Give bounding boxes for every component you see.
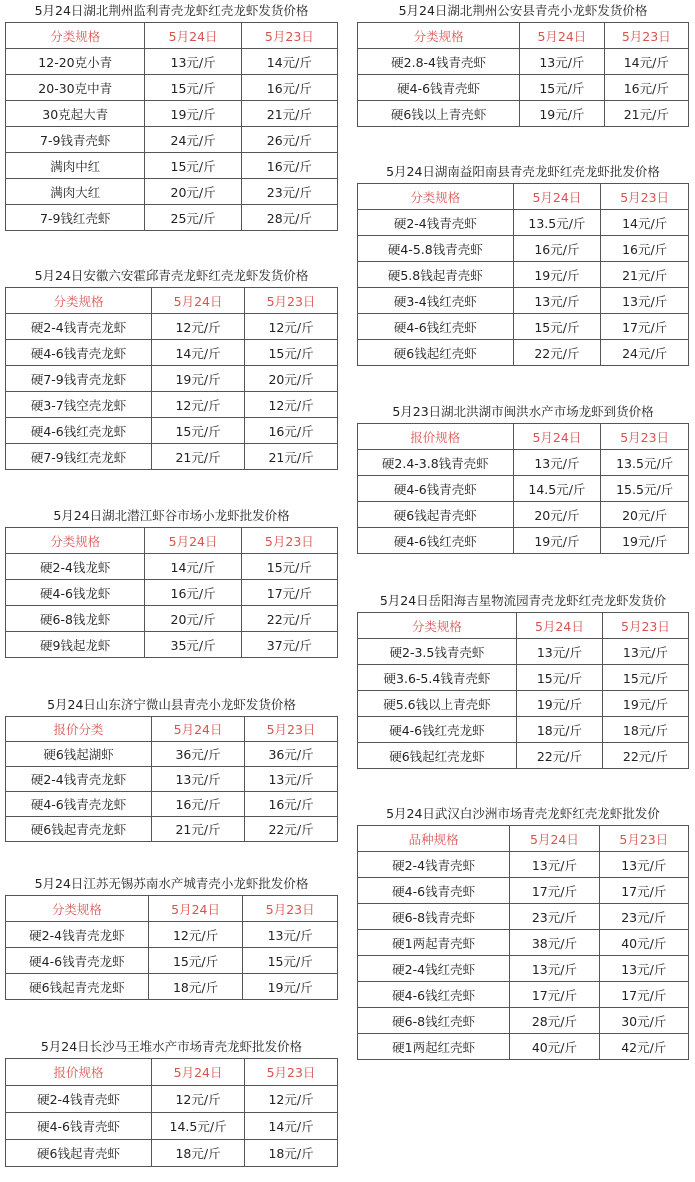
header-cell: 分类规格 [358,184,514,210]
header-cell: 5月24日 [145,23,241,49]
table-row [6,205,338,231]
price-cell: 14元/斤 [601,210,689,236]
header-cell: 5月23日 [245,288,338,314]
header-cell: 5月23日 [601,184,689,210]
table-row [358,982,689,1008]
table-header-row [358,23,689,49]
table-row [6,179,338,205]
price-cell: 12元/斤 [245,314,338,340]
spec-cell: 硬9钱起龙虾 [6,632,145,658]
spec-cell: 硬4-6钱青壳虾 [358,75,520,101]
spec-cell: 30克起大青 [6,101,145,127]
price-block-4 [5,694,338,842]
spec-cell: 硬6钱起红壳虾 [358,340,514,366]
price-cell: 22元/斤 [516,743,602,769]
table-row [6,742,338,767]
price-cell: 38元/斤 [510,930,599,956]
header-cell: 5月23日 [245,717,338,742]
price-block-7 [357,0,689,127]
table-row [358,49,689,75]
spec-cell: 硬2-4钱青壳龙虾 [6,314,152,340]
price-cell: 36元/斤 [152,742,245,767]
table-row [6,1140,338,1167]
block-title: 5月23日湖北洪湖市闽洪水产市场龙虾到货价格 [392,404,654,419]
table-row [6,948,338,974]
price-table [5,527,338,658]
spec-cell: 硬4-6钱青壳龙虾 [6,948,149,974]
spec-cell: 硬4-6钱红壳虾 [358,314,514,340]
table-row [6,922,338,948]
price-cell: 13元/斤 [510,956,599,982]
spec-cell: 硬4-6钱红壳龙虾 [6,418,152,444]
price-cell: 12元/斤 [152,1086,245,1113]
block-title: 5月24日江苏无锡苏南水产城青壳小龙虾批发价格 [34,876,309,891]
table-row [6,1086,338,1113]
price-cell: 25元/斤 [145,205,241,231]
price-table [357,183,689,366]
table-row [6,606,338,632]
price-cell: 16元/斤 [513,236,601,262]
table-header-row [6,528,338,554]
spec-cell: 硬6钱以上青壳虾 [358,101,520,127]
table-header-row [6,23,338,49]
header-cell: 5月24日 [152,288,245,314]
price-cell: 16元/斤 [604,75,688,101]
price-cell: 13元/斤 [599,852,688,878]
table-header-row [6,1059,338,1086]
header-cell: 5月24日 [145,528,241,554]
spec-cell: 硬3.6-5.4钱青壳虾 [358,665,517,691]
price-cell: 23元/斤 [241,179,337,205]
table-row [6,817,338,842]
price-cell: 18元/斤 [148,974,243,1000]
spec-cell: 7-9钱青壳虾 [6,127,145,153]
price-cell: 12元/斤 [152,392,245,418]
price-cell: 36元/斤 [245,742,338,767]
price-cell: 15元/斤 [148,948,243,974]
spec-cell: 硬2-4钱龙虾 [6,554,145,580]
price-cell: 24元/斤 [601,340,689,366]
table-row [6,314,338,340]
block-title: 5月24日安徽六安霍邱青壳龙虾红壳龙虾发货价格 [34,268,309,283]
spec-cell: 硬2-4钱青壳龙虾 [6,767,152,792]
header-cell: 5月23日 [241,528,337,554]
price-cell: 21元/斤 [604,101,688,127]
price-cell: 17元/斤 [510,982,599,1008]
spec-cell: 硬4-6钱龙虾 [6,580,145,606]
price-cell: 13.5元/斤 [513,210,601,236]
header-cell: 5月24日 [152,1059,245,1086]
price-cell: 20元/斤 [513,502,601,528]
price-cell: 21元/斤 [152,817,245,842]
price-cell: 13元/斤 [145,49,241,75]
price-cell: 15元/斤 [602,665,688,691]
spec-cell: 硬4-6钱青壳龙虾 [6,340,152,366]
table-row [6,49,338,75]
table-row [358,314,689,340]
price-cell: 37元/斤 [241,632,337,658]
price-cell: 15元/斤 [241,554,337,580]
price-cell: 15元/斤 [145,153,241,179]
price-cell: 17元/斤 [510,878,599,904]
table-row [6,974,338,1000]
price-cell: 21元/斤 [601,262,689,288]
table-row [358,528,689,554]
price-cell: 20元/斤 [245,366,338,392]
spec-cell: 硬6钱起红壳龙虾 [358,743,517,769]
header-cell: 5月23日 [599,826,688,852]
price-cell: 14元/斤 [245,1113,338,1140]
price-cell: 15元/斤 [516,665,602,691]
spec-cell: 12-20克小青 [6,49,145,75]
spec-cell: 硬2-3.5钱青壳虾 [358,639,517,665]
price-cell: 17元/斤 [241,580,337,606]
header-cell: 5月24日 [513,184,601,210]
price-table [5,1058,338,1167]
spec-cell: 硬6钱起青壳虾 [6,1140,152,1167]
header-cell: 分类规格 [6,23,145,49]
price-block-9 [357,401,689,554]
table-row [358,476,689,502]
price-cell: 13元/斤 [513,288,601,314]
spec-cell: 硬6钱起青壳虾 [358,502,514,528]
spec-cell: 硬5.8钱起青壳虾 [358,262,514,288]
price-cell: 40元/斤 [599,930,688,956]
spec-cell: 硬2-4钱青壳龙虾 [6,922,149,948]
price-cell: 19元/斤 [516,691,602,717]
table-header-row [6,896,338,922]
price-cell: 15元/斤 [245,340,338,366]
table-row [6,632,338,658]
table-row [6,767,338,792]
spec-cell: 硬4-6钱青壳虾 [358,878,510,904]
spec-cell: 硬6钱起青壳龙虾 [6,817,152,842]
price-cell: 18元/斤 [516,717,602,743]
table-row [358,210,689,236]
header-cell: 5月24日 [520,23,604,49]
price-cell: 14元/斤 [145,554,241,580]
spec-cell: 硬2-4钱青壳虾 [358,852,510,878]
header-cell: 5月23日 [604,23,688,49]
price-table [357,612,689,769]
header-cell: 5月24日 [148,896,243,922]
spec-cell: 硬4-6钱青壳龙虾 [6,792,152,817]
spec-cell: 硬6-8钱龙虾 [6,606,145,632]
price-cell: 14元/斤 [152,340,245,366]
price-cell: 12元/斤 [245,392,338,418]
price-cell: 16元/斤 [145,580,241,606]
header-cell: 品种规格 [358,826,510,852]
price-cell: 13元/斤 [602,639,688,665]
price-table [357,825,689,1060]
table-row [358,956,689,982]
price-cell: 23元/斤 [599,904,688,930]
price-cell: 13元/斤 [599,956,688,982]
spec-cell: 硬1两起青壳虾 [358,930,510,956]
price-table [357,22,689,127]
header-cell: 分类规格 [358,23,520,49]
price-cell: 22元/斤 [241,606,337,632]
header-cell: 5月24日 [516,613,602,639]
table-row [358,691,689,717]
price-cell: 13元/斤 [513,450,601,476]
spec-cell: 硬3-4钱红壳虾 [358,288,514,314]
header-cell: 分类规格 [358,613,517,639]
table-header-row [358,826,689,852]
price-cell: 12元/斤 [152,314,245,340]
header-cell: 5月24日 [510,826,599,852]
table-row [358,101,689,127]
price-cell: 35元/斤 [145,632,241,658]
price-block-6 [5,1036,338,1167]
price-cell: 13元/斤 [243,922,338,948]
spec-cell: 硬6-8钱青壳虾 [358,904,510,930]
spec-cell: 硬6-8钱红壳虾 [358,1008,510,1034]
header-cell: 5月24日 [152,717,245,742]
table-row [6,554,338,580]
price-cell: 16元/斤 [245,792,338,817]
table-row [358,852,689,878]
price-cell: 42元/斤 [599,1034,688,1060]
header-cell: 5月24日 [513,424,601,450]
block-title: 5月24日山东济宁微山县青壳小龙虾发货价格 [47,697,296,712]
price-cell: 22元/斤 [245,817,338,842]
table-row [6,580,338,606]
price-cell: 14.5元/斤 [152,1113,245,1140]
spec-cell: 满肉大红 [6,179,145,205]
spec-cell: 硬4-6钱红壳虾 [358,982,510,1008]
price-cell: 13元/斤 [520,49,604,75]
table-row [358,743,689,769]
price-cell: 19元/斤 [145,101,241,127]
header-cell: 5月23日 [241,23,337,49]
price-cell: 16元/斤 [241,153,337,179]
price-cell: 15元/斤 [152,418,245,444]
table-header-row [6,288,338,314]
price-cell: 15元/斤 [243,948,338,974]
price-cell: 17元/斤 [599,878,688,904]
price-cell: 18元/斤 [152,1140,245,1167]
spec-cell: 满肉中红 [6,153,145,179]
table-row [358,75,689,101]
spec-cell: 硬4-6钱青壳虾 [6,1113,152,1140]
table-row [6,127,338,153]
price-table [5,895,338,1000]
spec-cell: 硬1两起红壳虾 [358,1034,510,1060]
price-cell: 21元/斤 [241,101,337,127]
header-cell: 分类规格 [6,288,152,314]
price-cell: 21元/斤 [245,444,338,470]
price-cell: 19元/斤 [243,974,338,1000]
block-title: 5月24日湖南益阳南县青壳龙虾红壳龙虾批发价格 [386,164,660,179]
spec-cell: 硬2-4钱红壳虾 [358,956,510,982]
price-cell: 24元/斤 [145,127,241,153]
price-cell: 19元/斤 [513,528,601,554]
header-cell: 报价规格 [358,424,514,450]
price-cell: 16元/斤 [241,75,337,101]
table-row [6,75,338,101]
spec-cell: 硬6钱起湖虾 [6,742,152,767]
table-row [358,930,689,956]
header-cell: 报价规格 [6,1059,152,1086]
price-cell: 16元/斤 [152,792,245,817]
price-block-1 [5,0,338,231]
price-cell: 28元/斤 [510,1008,599,1034]
price-table [5,716,338,842]
spec-cell: 硬4-6钱红壳龙虾 [358,717,517,743]
price-cell: 15元/斤 [520,75,604,101]
price-cell: 16元/斤 [245,418,338,444]
table-row [358,1034,689,1060]
table-row [6,392,338,418]
price-block-10 [357,590,689,769]
price-cell: 19元/斤 [520,101,604,127]
spec-cell: 硬4-5.8钱青壳虾 [358,236,514,262]
price-cell: 13元/斤 [152,767,245,792]
price-cell: 14元/斤 [604,49,688,75]
price-cell: 12元/斤 [245,1086,338,1113]
spec-cell: 硬2-4钱青壳虾 [6,1086,152,1113]
table-row [358,288,689,314]
price-cell: 19元/斤 [152,366,245,392]
price-cell: 15.5元/斤 [601,476,689,502]
price-block-2 [5,265,338,470]
spec-cell: 20-30克中青 [6,75,145,101]
price-cell: 19元/斤 [513,262,601,288]
price-table [5,22,338,231]
price-cell: 20元/斤 [145,179,241,205]
table-row [6,792,338,817]
price-cell: 13元/斤 [601,288,689,314]
spec-cell: 硬7-9钱红壳龙虾 [6,444,152,470]
spec-cell: 硬2.4-3.8钱青壳虾 [358,450,514,476]
price-block-8 [357,161,689,366]
table-row [6,444,338,470]
spec-cell: 7-9钱红壳虾 [6,205,145,231]
table-row [358,904,689,930]
table-row [6,340,338,366]
table-row [358,340,689,366]
spec-cell: 硬3-7钱空壳龙虾 [6,392,152,418]
table-row [358,639,689,665]
header-cell: 报价分类 [6,717,152,742]
price-block-11 [357,803,689,1060]
block-title: 5月24日岳阳海吉星物流园青壳龙虾红壳龙虾发货价 [379,593,667,608]
price-cell: 12元/斤 [148,922,243,948]
table-row [6,153,338,179]
table-row [358,717,689,743]
table-row [358,1008,689,1034]
price-cell: 17元/斤 [601,314,689,340]
price-cell: 40元/斤 [510,1034,599,1060]
price-cell: 26元/斤 [241,127,337,153]
spec-cell: 硬4-6钱青壳虾 [358,476,514,502]
block-title: 5月24日湖北潜江虾谷市场小龙虾批发价格 [53,508,290,523]
price-cell: 19元/斤 [601,528,689,554]
price-cell: 17元/斤 [599,982,688,1008]
block-title: 5月24日武汉白沙洲市场青壳龙虾红壳龙虾批发价 [386,806,660,821]
header-cell: 5月23日 [245,1059,338,1086]
header-cell: 5月23日 [243,896,338,922]
price-cell: 18元/斤 [245,1140,338,1167]
price-cell: 13元/斤 [510,852,599,878]
price-cell: 16元/斤 [601,236,689,262]
price-cell: 15元/斤 [145,75,241,101]
spec-cell: 硬2-4钱青壳虾 [358,210,514,236]
price-cell: 20元/斤 [601,502,689,528]
price-cell: 19元/斤 [602,691,688,717]
block-title: 5月24日长沙马王堆水产市场青壳龙虾批发价格 [40,1039,303,1054]
table-row [6,101,338,127]
table-header-row [358,184,689,210]
price-table [5,287,338,470]
price-block-3 [5,505,338,658]
table-row [358,236,689,262]
price-cell: 13.5元/斤 [601,450,689,476]
table-header-row [358,424,689,450]
price-cell: 22元/斤 [602,743,688,769]
price-cell: 18元/斤 [602,717,688,743]
table-row [6,418,338,444]
price-cell: 13元/斤 [516,639,602,665]
table-row [6,366,338,392]
header-cell: 5月23日 [602,613,688,639]
header-cell: 分类规格 [6,896,149,922]
block-title: 5月24日湖北荆州公安县青壳小龙虾发货价格 [398,3,648,18]
spec-cell: 硬4-6钱红壳虾 [358,528,514,554]
price-cell: 14元/斤 [241,49,337,75]
price-cell: 13元/斤 [245,767,338,792]
price-table [357,423,689,554]
price-cell: 15元/斤 [513,314,601,340]
spec-cell: 硬6钱起青壳龙虾 [6,974,149,1000]
spec-cell: 硬7-9钱青壳龙虾 [6,366,152,392]
table-row [358,262,689,288]
price-cell: 21元/斤 [152,444,245,470]
price-cell: 30元/斤 [599,1008,688,1034]
table-row [6,1113,338,1140]
price-cell: 20元/斤 [145,606,241,632]
price-cell: 23元/斤 [510,904,599,930]
price-cell: 28元/斤 [241,205,337,231]
spec-cell: 硬5.6钱以上青壳虾 [358,691,517,717]
table-row [358,878,689,904]
table-header-row [358,613,689,639]
header-cell: 5月23日 [601,424,689,450]
table-header-row [6,717,338,742]
block-title: 5月24日湖北荆州监利青壳龙虾红壳龙虾发货价格 [34,3,309,18]
price-block-5 [5,873,338,1000]
table-row [358,502,689,528]
table-row [358,665,689,691]
header-cell: 分类规格 [6,528,145,554]
table-row [358,450,689,476]
price-cell: 22元/斤 [513,340,601,366]
price-cell: 14.5元/斤 [513,476,601,502]
spec-cell: 硬2.8-4钱青壳虾 [358,49,520,75]
